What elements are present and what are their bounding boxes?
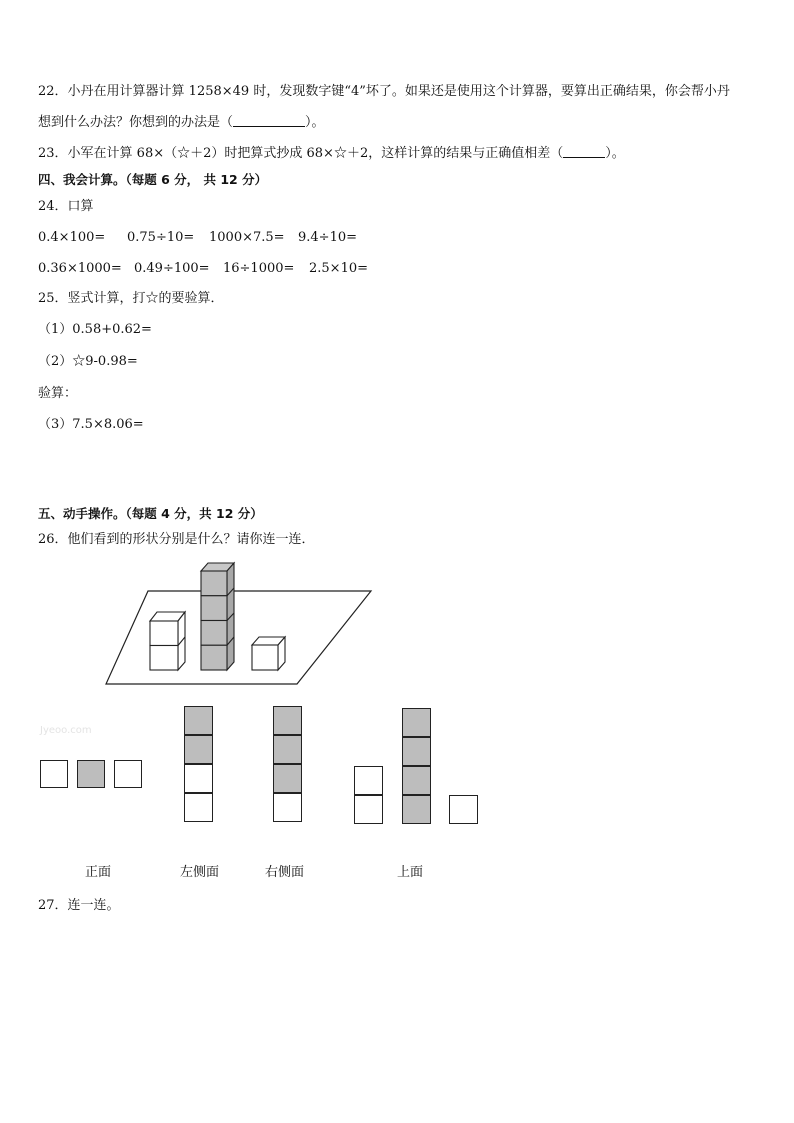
q24-title: 24．口算 — [38, 199, 94, 214]
q24-r1-c3: 1000×7.5= — [209, 230, 285, 245]
view-cell — [354, 766, 383, 795]
q24-r2-c3: 16÷1000= — [223, 261, 295, 276]
view-cell — [273, 764, 302, 793]
view-cell — [40, 760, 68, 788]
view-cell — [184, 706, 213, 735]
cube-stack-two — [150, 612, 185, 670]
q25-item1: （1）0.58+0.62= — [38, 322, 152, 337]
q22-line1: 22．小丹在用计算器计算 1258×49 时，发现数字键“4”坏了。如果还是使用这个计算器，要算出正确结果，你会帮小丹 — [38, 84, 730, 99]
q24-r1-c1: 0.4×100= — [38, 230, 106, 245]
view-cell — [77, 760, 105, 788]
q25-title: 25．竖式计算，打☆的要验算． — [38, 291, 224, 306]
section5-title: 五、动手操作。（每题 4 分，共 12 分） — [38, 506, 263, 521]
view-cell — [402, 766, 431, 795]
view-cell — [449, 795, 478, 824]
q26-title: 26．他们看到的形状分别是什么？请你连一连． — [38, 532, 315, 547]
watermark: Jyeoo.com — [40, 725, 92, 736]
q24-r1-c4: 9.4÷10= — [298, 230, 358, 245]
q27-title: 27．连一连。 — [38, 898, 120, 913]
q24-r2-c2: 0.49÷100= — [134, 261, 210, 276]
view-cell — [402, 708, 431, 737]
q24-r1-c2: 0.75÷10= — [127, 230, 195, 245]
view-cell — [273, 735, 302, 764]
q25-item2: （2）☆9-0.98= — [38, 354, 138, 369]
label-top[interactable]: 上面 — [397, 865, 424, 880]
ground-plane — [106, 591, 371, 684]
view-cell — [402, 795, 431, 824]
cube-stack-four — [201, 563, 234, 670]
label-left-side[interactable]: 左侧面 — [180, 865, 220, 880]
q24-r2-c1: 0.36×1000= — [38, 261, 122, 276]
label-front[interactable]: 正面 — [85, 865, 112, 880]
q24-r2-c4: 2.5×10= — [309, 261, 369, 276]
view-cell — [114, 760, 142, 788]
q25-item3: （3）7.5×8.06= — [38, 417, 144, 432]
q23-suffix: ）。 — [605, 146, 625, 161]
view-cell — [402, 737, 431, 766]
q25-check-label: 验算： — [38, 386, 78, 401]
view-cell — [354, 795, 383, 824]
view-cell — [273, 793, 302, 822]
cube-single — [252, 637, 285, 670]
q22-suffix: ）。 — [305, 115, 325, 130]
q23-prefix: 23．小军在计算 68×（☆＋2）时把算式抄成 68×☆＋2，这样计算的结果与正确值相差（ — [38, 146, 564, 161]
q22-prefix: 想到什么办法？你想到的办法是（ — [38, 115, 234, 130]
label-right-side[interactable]: 右侧面 — [265, 865, 305, 880]
section4-title: 四、我会计算。（每题 6 分， 共 12 分） — [38, 172, 268, 187]
view-cell — [184, 764, 213, 793]
view-cell — [184, 793, 213, 822]
view-cell — [273, 706, 302, 735]
view-cell — [184, 735, 213, 764]
